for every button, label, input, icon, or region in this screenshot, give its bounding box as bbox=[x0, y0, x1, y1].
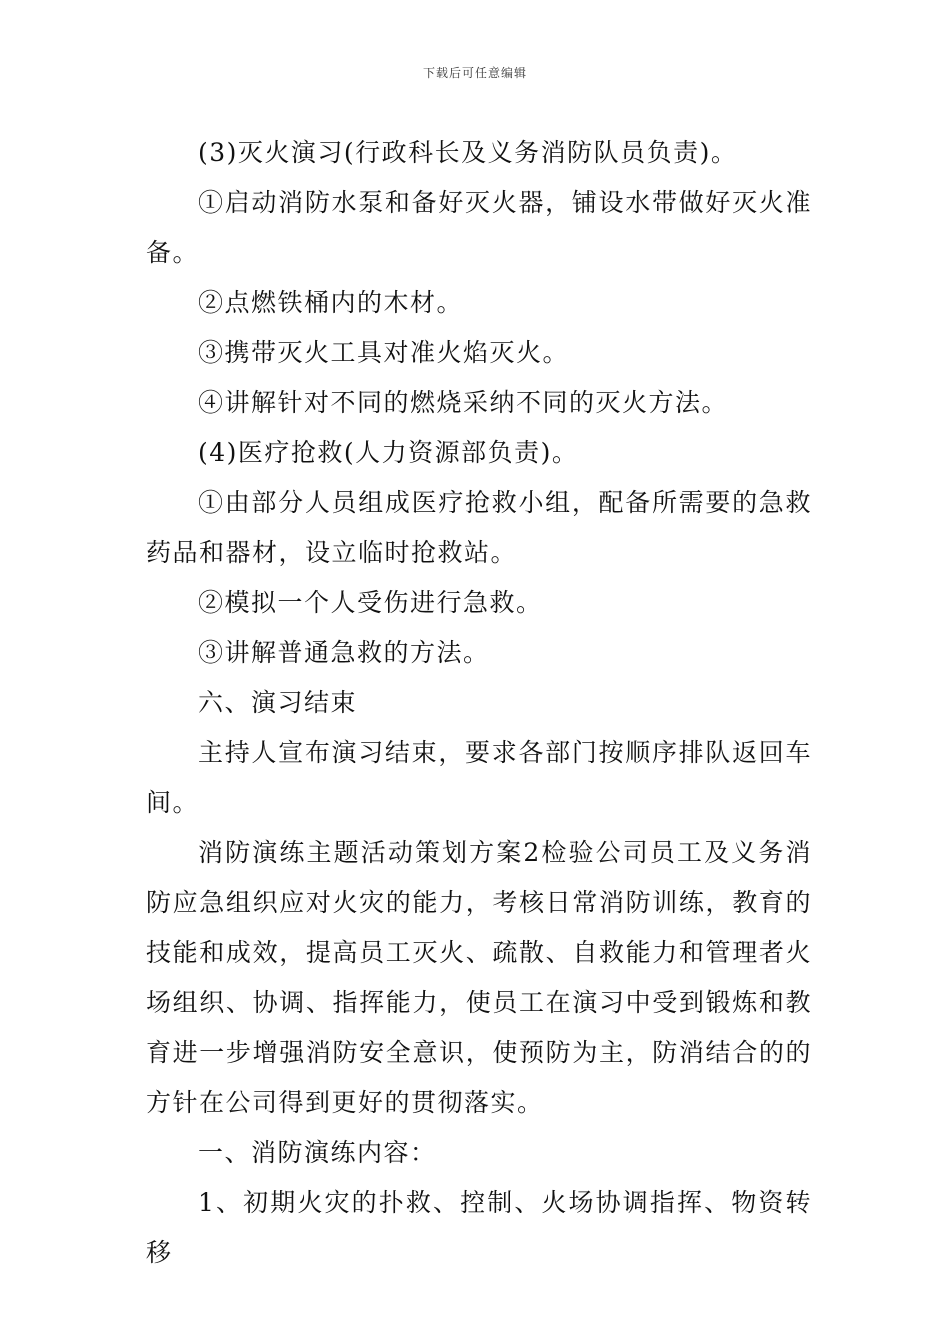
paragraph: ③讲解普通急救的方法。 bbox=[198, 638, 490, 667]
document-body bbox=[146, 128, 812, 1278]
section-heading: 一、消防演练内容： bbox=[198, 1138, 437, 1167]
paragraph: ③携带灭火工具对准火焰灭火。 bbox=[198, 338, 570, 367]
paragraph: 主持人宣布演习结束，要求各部门按顺序排队返回车间。 bbox=[146, 738, 812, 817]
paragraph: 1、初期火灾的扑救、控制、火场协调指挥、物资转移 bbox=[146, 1188, 812, 1267]
paragraph: ①启动消防水泵和备好灭火器，铺设水带做好灭火准备。 bbox=[146, 188, 812, 267]
paragraph: ④讲解针对不同的燃烧采纳不同的灭火方法。 bbox=[198, 388, 729, 417]
page-header-note: 下载后可任意编辑 bbox=[422, 66, 527, 80]
paragraph: ②点燃铁桶内的木材。 bbox=[198, 288, 464, 317]
paragraph: (3)灭火演习(行政科长及义务消防队员负责)。 bbox=[198, 138, 738, 167]
paragraph: (4)医疗抢救(人力资源部负责)。 bbox=[198, 438, 579, 467]
section-heading: 六、演习结束 bbox=[198, 688, 358, 717]
paragraph: ②模拟一个人受伤进行急救。 bbox=[198, 588, 543, 617]
paragraph: 消防演练主题活动策划方案2检验公司员工及义务消防应急组织应对火灾的能力，考核日常消防训练，教育的技能和成效，提高员工灭火、疏散、自救能力和管理者火场组织、协调、指挥能力，使员工在演习中受到锻炼和教育进一步增强消防安全意识，使预防为主，防消结合的的方针在公司得到更好的贯彻落实。 bbox=[146, 838, 812, 1117]
paragraph: ①由部分人员组成医疗抢救小组，配备所需要的急救药品和器材，设立临时抢救站。 bbox=[146, 488, 812, 567]
